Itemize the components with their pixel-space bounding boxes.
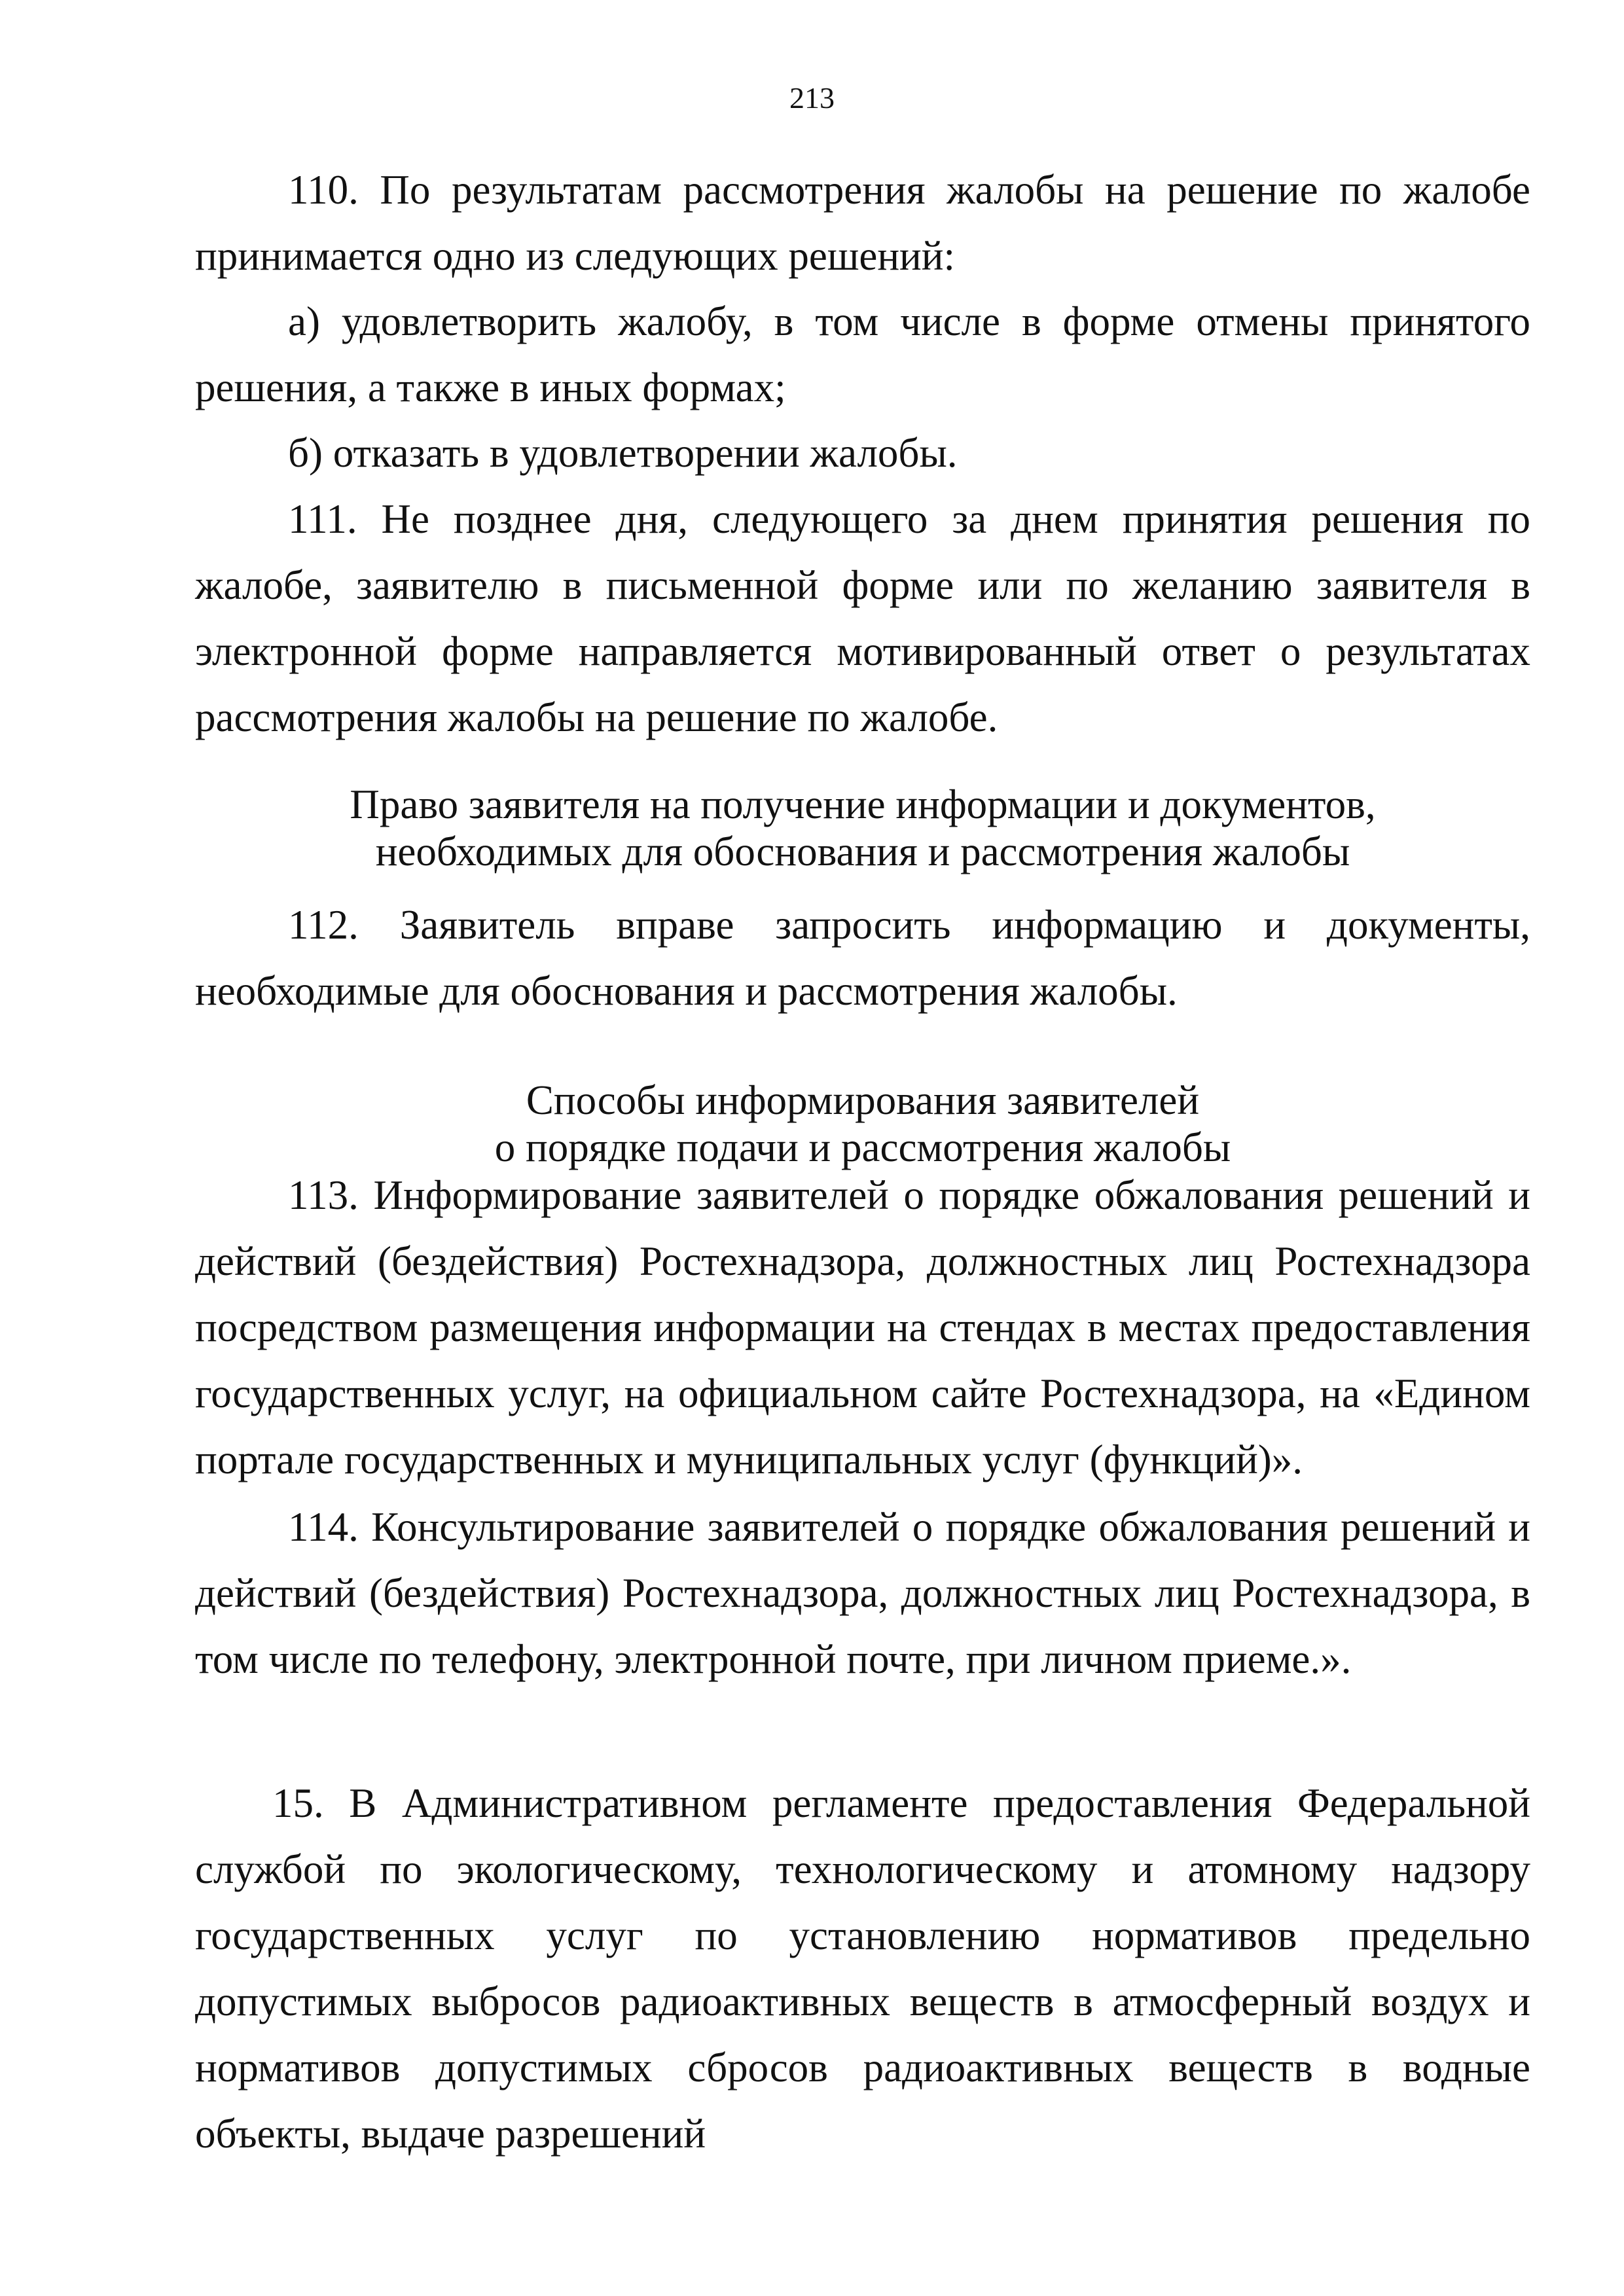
paragraph-110	[195, 157, 1530, 289]
paragraph-text: 110. По результатам рассмотрения жалобы на решение по жалобе принимается одно из следующих решений:	[195, 167, 1530, 279]
paragraph-111	[195, 486, 1530, 751]
page-number: 213	[789, 81, 835, 115]
paragraph-text: б) отказать в удовлетворении жалобы.	[288, 430, 958, 476]
paragraph-text: 114. Консультирование заявителей о порядке обжалования решений и действий (бездействия) Ростехнадзора, должностных лиц Ростехнадзора, в том числе по телефону, электронной почте, при личном приеме.».	[195, 1504, 1530, 1682]
heading-rights	[195, 781, 1530, 875]
paragraph-text: 112. Заявитель вправе запросить информацию и документы, необходимые для обоснования и рассмотрения жалобы.	[195, 902, 1530, 1014]
heading-methods	[195, 1077, 1530, 1171]
section-heading	[195, 781, 1530, 875]
paragraph-text: 113. Информирование заявителей о порядке обжалования решений и действий (бездействия) Ростехнадзора, должностных лиц Ростехнадзора посредством размещения информации на стендах в местах предоставления государственных услуг, на официальном сайте Ростехнадзора, на «Едином портале государственных и муниципальных услуг (функций)».	[195, 1172, 1530, 1482]
heading-line: Право заявителя на получение информации и документов,	[350, 781, 1376, 827]
paragraph-112	[195, 892, 1530, 1024]
paragraph-113	[195, 1162, 1530, 1493]
section-heading	[195, 1077, 1530, 1171]
paragraph-text: а) удовлетворить жалобу, в том числе в форме отмены принятого решения, а также в иных формах;	[195, 298, 1530, 410]
paragraph-110-b	[195, 420, 1530, 486]
paragraph-110-a	[195, 289, 1530, 421]
heading-line: Способы информирования заявителей	[526, 1077, 1200, 1123]
heading-line: необходимых для обоснования и рассмотрения жалобы	[375, 829, 1350, 874]
heading-line: о порядке подачи и рассмотрения жалобы	[494, 1124, 1231, 1170]
paragraph-text: 15. В Административном регламенте предоставления Федеральной службой по экологическому, технологическому и атомному надзору государственных услуг по установлению нормативов предельно допустимых выбросов радиоактивных веществ в атмосферный воздух и нормативов допустимых сбросов радиоактивных веществ в водные объекты, выдаче разрешений	[195, 1780, 1530, 2157]
paragraph-15	[195, 1770, 1530, 2167]
paragraph-text: 111. Не позднее дня, следующего за днем принятия решения по жалобе, заявителю в письменной форме или по желанию заявителя в электронной форме направляется мотивированный ответ о результатах рассмотрения жалобы на решение по жалобе.	[195, 496, 1530, 740]
paragraph-114	[195, 1494, 1530, 1693]
